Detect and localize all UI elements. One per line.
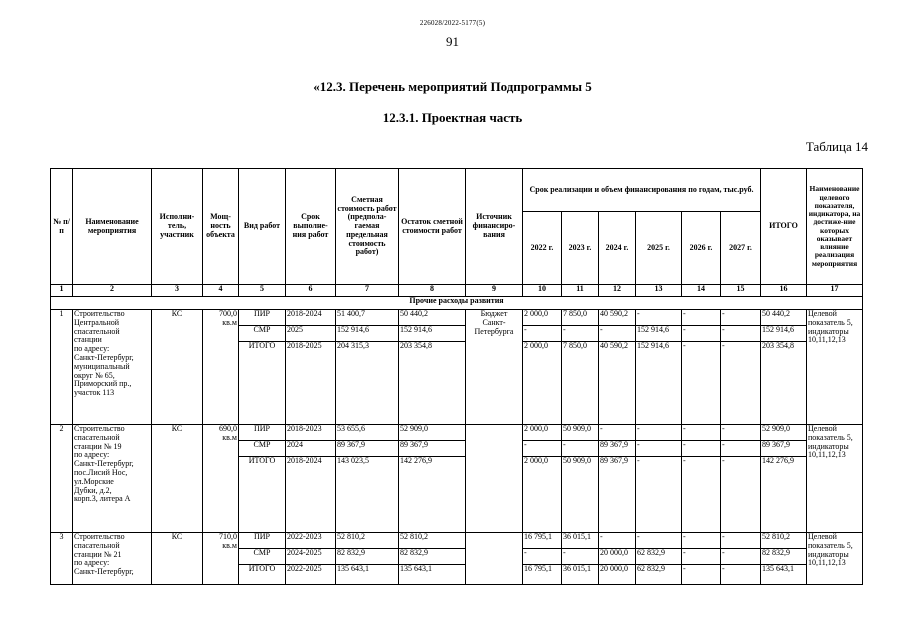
col-header-year: 2026 г. xyxy=(682,212,721,285)
col-header-year: 2025 г. xyxy=(636,212,682,285)
year-value: - xyxy=(636,533,682,549)
estimated-cost: 51 400,7 xyxy=(336,310,399,326)
col-header-remaining-cost: Остаток сметной стоимости работ xyxy=(399,169,466,285)
work-type: ПИР xyxy=(239,425,286,441)
col-header-capacity: Мощ-ность объекта xyxy=(203,169,239,285)
year-value: 40 590,2 xyxy=(599,310,636,326)
year-value: - xyxy=(523,441,562,457)
column-number: 15 xyxy=(721,285,761,297)
year-value: - xyxy=(682,457,721,533)
remaining-cost: 89 367,9 xyxy=(399,441,466,457)
col-header-num: № п/п xyxy=(51,169,73,285)
col-header-name: Наименование мероприятия xyxy=(73,169,152,285)
activities-table xyxy=(50,168,863,585)
col-header-year: 2024 г. xyxy=(599,212,636,285)
section-title: Прочие расходы развития xyxy=(51,297,863,310)
column-number: 12 xyxy=(599,285,636,297)
remaining-cost: 52 810,2 xyxy=(399,533,466,549)
year-value: - xyxy=(721,565,761,585)
row-total: 50 440,2 xyxy=(761,310,807,326)
project-capacity: 710,0 кв.м xyxy=(203,533,239,585)
work-period: 2022-2023 xyxy=(286,533,336,549)
year-value: - xyxy=(636,425,682,441)
remaining-cost: 50 440,2 xyxy=(399,310,466,326)
year-value: 50 909,0 xyxy=(562,425,599,441)
year-value: - xyxy=(599,326,636,342)
col-header-indicator: Наименование целевого показателя, индикатора, на достиже-ние которых оказывает влияние реализация мероприятия xyxy=(807,169,863,285)
estimated-cost: 52 810,2 xyxy=(336,533,399,549)
remaining-cost: 142 276,9 xyxy=(399,457,466,533)
estimated-cost: 53 655,6 xyxy=(336,425,399,441)
year-value: - xyxy=(721,342,761,425)
project-name: Строительство спасательной станции № 21 по адресу: Санкт-Петербург, xyxy=(73,533,152,585)
remaining-cost: 52 909,0 xyxy=(399,425,466,441)
funding-source xyxy=(466,425,523,533)
row-total: 203 354,8 xyxy=(761,342,807,425)
col-header-year: 2023 г. xyxy=(562,212,599,285)
year-value: - xyxy=(682,425,721,441)
year-value: 62 832,9 xyxy=(636,549,682,565)
col-header-executor: Исполни-тель, участник xyxy=(152,169,203,285)
estimated-cost: 82 832,9 xyxy=(336,549,399,565)
work-type: ИТОГО xyxy=(239,457,286,533)
table-row xyxy=(51,425,863,441)
work-type: ПИР xyxy=(239,533,286,549)
work-period: 2018-2025 xyxy=(286,342,336,425)
project-number: 2 xyxy=(51,425,73,533)
col-header-funding-group: Срок реализации и объем финансирования по годам, тыс.руб. xyxy=(523,169,761,212)
year-value: - xyxy=(682,565,721,585)
year-value: - xyxy=(523,549,562,565)
col-header-year: 2027 г. xyxy=(721,212,761,285)
row-total: 82 832,9 xyxy=(761,549,807,565)
section-row xyxy=(51,297,863,310)
year-value: 36 015,1 xyxy=(562,533,599,549)
year-value: 152 914,6 xyxy=(636,342,682,425)
year-value: 36 015,1 xyxy=(562,565,599,585)
year-value: - xyxy=(599,533,636,549)
remaining-cost: 82 832,9 xyxy=(399,549,466,565)
year-value: - xyxy=(682,533,721,549)
column-number: 8 xyxy=(399,285,466,297)
project-capacity: 700,0 кв.м xyxy=(203,310,239,425)
row-total: 89 367,9 xyxy=(761,441,807,457)
year-value: - xyxy=(682,342,721,425)
column-number: 5 xyxy=(239,285,286,297)
year-value: - xyxy=(721,549,761,565)
work-period: 2024 xyxy=(286,441,336,457)
year-value: - xyxy=(562,326,599,342)
target-indicator: Целевой показатель 5, индикаторы 10,11,12,13 xyxy=(807,533,863,585)
document-id: 226028/2022-5177(5) xyxy=(419,19,486,27)
year-value: - xyxy=(721,310,761,326)
column-number: 16 xyxy=(761,285,807,297)
work-period: 2018-2023 xyxy=(286,425,336,441)
target-indicator: Целевой показатель 5, индикаторы 10,11,12,13 xyxy=(807,425,863,533)
col-header-funding-source: Источник финансиро-вания xyxy=(466,169,523,285)
year-value: 16 795,1 xyxy=(523,533,562,549)
estimated-cost: 135 643,1 xyxy=(336,565,399,585)
year-value: 89 367,9 xyxy=(599,457,636,533)
col-header-estimated-cost: Сметная стоимость работ (предпола-гаемая предельная стоимость работ) xyxy=(336,169,399,285)
year-value: - xyxy=(636,310,682,326)
work-period: 2018-2024 xyxy=(286,310,336,326)
column-number: 17 xyxy=(807,285,863,297)
work-period: 2025 xyxy=(286,326,336,342)
project-executor: КС xyxy=(152,425,203,533)
work-period: 2024-2025 xyxy=(286,549,336,565)
year-value: 89 367,9 xyxy=(599,441,636,457)
year-value: - xyxy=(721,441,761,457)
year-value: 62 832,9 xyxy=(636,565,682,585)
year-value: 20 000,0 xyxy=(599,549,636,565)
year-value: 7 850,0 xyxy=(562,310,599,326)
funding-source xyxy=(466,533,523,585)
column-number: 11 xyxy=(562,285,599,297)
estimated-cost: 143 023,5 xyxy=(336,457,399,533)
col-header-total: ИТОГО xyxy=(761,169,807,285)
year-value: - xyxy=(562,441,599,457)
work-type: СМР xyxy=(239,326,286,342)
work-type: СМР xyxy=(239,549,286,565)
column-number: 13 xyxy=(636,285,682,297)
row-total: 135 643,1 xyxy=(761,565,807,585)
subsection-heading: 12.3.1. Проектная часть xyxy=(382,110,523,125)
year-value: 2 000,0 xyxy=(523,342,562,425)
column-number: 7 xyxy=(336,285,399,297)
column-number: 1 xyxy=(51,285,73,297)
year-value: - xyxy=(682,549,721,565)
project-name: Строительство спасательной станции № 19 по адресу: Санкт-Петербург, пос.Лисий Нос, ул.Морские Дубки, д.2, корп.3, литера А xyxy=(73,425,152,533)
row-total: 52 810,2 xyxy=(761,533,807,549)
work-type: ПИР xyxy=(239,310,286,326)
column-number: 9 xyxy=(466,285,523,297)
remaining-cost: 135 643,1 xyxy=(399,565,466,585)
table-row xyxy=(51,533,863,549)
col-header-year: 2022 г. xyxy=(523,212,562,285)
project-number: 3 xyxy=(51,533,73,585)
column-number: 6 xyxy=(286,285,336,297)
remaining-cost: 203 354,8 xyxy=(399,342,466,425)
column-number: 14 xyxy=(682,285,721,297)
page-number: 91 xyxy=(446,34,459,49)
column-number-row xyxy=(51,285,863,297)
target-indicator: Целевой показатель 5, индикаторы 10,11,12,13 xyxy=(807,310,863,425)
project-capacity: 690,0 кв.м xyxy=(203,425,239,533)
column-number: 3 xyxy=(152,285,203,297)
row-total: 52 909,0 xyxy=(761,425,807,441)
col-header-work-type: Вид работ xyxy=(239,169,286,285)
estimated-cost: 89 367,9 xyxy=(336,441,399,457)
year-value: - xyxy=(721,425,761,441)
table-label: Таблица 14 xyxy=(805,139,868,154)
work-period: 2022-2025 xyxy=(286,565,336,585)
project-executor: КС xyxy=(152,533,203,585)
column-number: 2 xyxy=(73,285,152,297)
year-value: 50 909,0 xyxy=(562,457,599,533)
year-value: 16 795,1 xyxy=(523,565,562,585)
year-value: - xyxy=(682,441,721,457)
year-value: 152 914,6 xyxy=(636,326,682,342)
section-heading: «12.3. Перечень мероприятий Подпрограммы 5 xyxy=(313,79,592,94)
year-value: 20 000,0 xyxy=(599,565,636,585)
year-value: - xyxy=(599,425,636,441)
row-total: 142 276,9 xyxy=(761,457,807,533)
year-value: 40 590,2 xyxy=(599,342,636,425)
table-row xyxy=(51,310,863,326)
column-number: 10 xyxy=(523,285,562,297)
year-value: 7 850,0 xyxy=(562,342,599,425)
work-type: ИТОГО xyxy=(239,565,286,585)
remaining-cost: 152 914,6 xyxy=(399,326,466,342)
year-value: - xyxy=(682,310,721,326)
work-type: СМР xyxy=(239,441,286,457)
year-value: 2 000,0 xyxy=(523,310,562,326)
row-total: 152 914,6 xyxy=(761,326,807,342)
project-name: Строительство Центральной спасательной станции по адресу: Санкт-Петербург, муниципальный округ № 65, Приморский пр., участок 113 xyxy=(73,310,152,425)
project-number: 1 xyxy=(51,310,73,425)
work-period: 2018-2024 xyxy=(286,457,336,533)
year-value: - xyxy=(636,441,682,457)
year-value: - xyxy=(523,326,562,342)
column-number: 4 xyxy=(203,285,239,297)
funding-source: Бюджет Санкт- Петербурга xyxy=(466,310,523,425)
year-value: 2 000,0 xyxy=(523,425,562,441)
estimated-cost: 152 914,6 xyxy=(336,326,399,342)
year-value: - xyxy=(682,326,721,342)
col-header-period: Срок выполне-ния работ xyxy=(286,169,336,285)
year-value: - xyxy=(721,326,761,342)
work-type: ИТОГО xyxy=(239,342,286,425)
year-value: - xyxy=(721,457,761,533)
year-value: - xyxy=(636,457,682,533)
year-value: 2 000,0 xyxy=(523,457,562,533)
project-executor: КС xyxy=(152,310,203,425)
estimated-cost: 204 315,3 xyxy=(336,342,399,425)
year-value: - xyxy=(721,533,761,549)
year-value: - xyxy=(562,549,599,565)
